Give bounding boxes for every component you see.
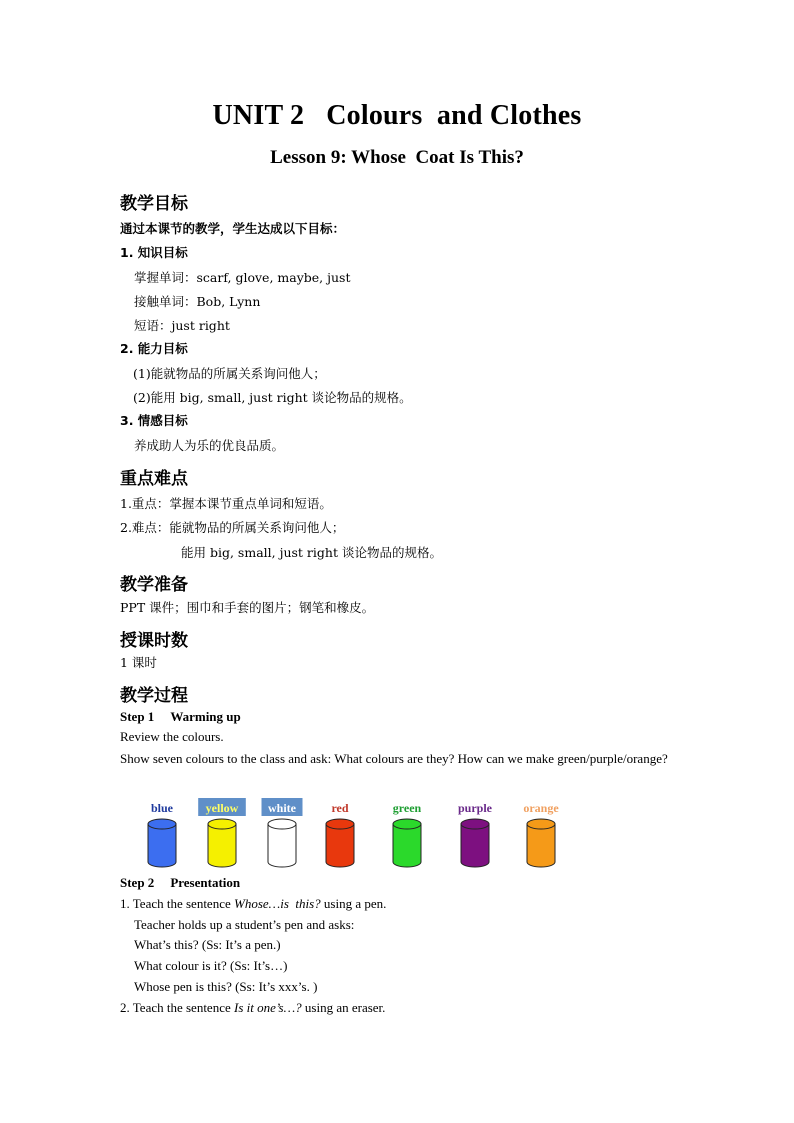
green-cup [393, 801, 422, 867]
item-emphasis: Whose…is this? [234, 896, 321, 911]
cup-rim [268, 819, 296, 829]
knowledge-line: 掌握单词：scarf, glove, maybe, just [134, 270, 351, 285]
cup-body [393, 824, 421, 867]
step2-subline: Whose pen is this? (Ss: It’s xxx’s. ) [134, 979, 318, 994]
preparation-text: PPT 课件；围巾和手套的图片；钢笔和橡皮。 [120, 600, 375, 615]
item-emphasis: Is it one’s…? [234, 1000, 302, 1015]
colour-cups-svg [140, 798, 570, 868]
orange-cup [523, 801, 559, 867]
key-points-heading: 重点难点 [120, 469, 188, 489]
colour-label: blue [150, 801, 174, 815]
key-point-line: 2.难点：能就物品的所属关系询问他人； [120, 520, 345, 535]
periods-heading: 授课时数 [120, 631, 188, 651]
knowledge-line: 接触单词：Bob, Lynn [134, 294, 261, 309]
red-cup [326, 801, 354, 867]
key-point-line: 1.重点：掌握本课节重点单词和短语。 [120, 496, 332, 511]
emotion-line: 养成助人为乐的优良品质。 [134, 438, 285, 453]
ability-line: (1)能就物品的所属关系询问他人； [133, 366, 326, 381]
knowledge-heading: 1. 知识目标 [120, 245, 188, 260]
cup-rim [208, 819, 236, 829]
colour-label: green [392, 801, 422, 815]
step2-subline: What’s this? (Ss: It’s a pen.) [134, 937, 281, 952]
lesson-title: Lesson 9: Whose Coat Is This? [270, 147, 524, 168]
step1-heading [120, 709, 241, 725]
cup-body [268, 824, 296, 867]
cup-body [461, 824, 489, 867]
step1-title: Warming up [170, 709, 241, 724]
yellow-cup [198, 798, 246, 867]
cup-rim [527, 819, 555, 829]
item-text: 1. Teach the sentence [120, 896, 234, 911]
step2-title: Presentation [170, 875, 241, 890]
cup-rim [148, 819, 176, 829]
cup-body [148, 824, 176, 867]
unit-title [0, 100, 794, 132]
preparation-heading: 教学准备 [120, 575, 188, 595]
cup-rim [393, 819, 421, 829]
unit-number: UNIT 2 [212, 100, 305, 131]
blue-cup [148, 801, 176, 867]
colour-label: yellow [205, 801, 239, 815]
objectives-heading: 教学目标 [120, 194, 188, 214]
process-heading: 教学过程 [120, 686, 188, 706]
step2-subline: What colour is it? (Ss: It’s…) [134, 958, 288, 973]
step2-item [120, 896, 386, 912]
cup-rim [326, 819, 354, 829]
cup-body [527, 824, 555, 867]
unit-name: Colours and Clothes [326, 100, 582, 131]
step2-item [120, 1000, 385, 1016]
purple-cup [458, 801, 493, 867]
periods-text: 1 课时 [120, 655, 157, 670]
item-text: using an eraser. [301, 1000, 386, 1015]
cup-rim [461, 819, 489, 829]
item-text: using a pen. [320, 896, 387, 911]
item-text: 2. Teach the sentence [120, 1000, 234, 1015]
cup-body [326, 824, 354, 867]
step1-line: Review the colours. [120, 729, 224, 744]
colour-label: orange [523, 801, 559, 815]
knowledge-line: 短语：just right [134, 318, 230, 333]
colour-label: red [331, 801, 349, 815]
key-point-line: 能用 big, small, just right 谈论物品的规格。 [181, 545, 442, 560]
step1-label: Step 1 [120, 709, 155, 724]
ability-heading: 2. 能力目标 [120, 341, 188, 356]
colour-label: purple [457, 801, 493, 815]
cup-body [208, 824, 236, 867]
emotion-heading: 3. 情感目标 [120, 413, 188, 428]
step2-subline: Teacher holds up a student’s pen and asks: [134, 917, 355, 932]
step2-heading [120, 875, 240, 891]
ability-line: (2)能用 big, small, just right 谈论物品的规格。 [133, 390, 412, 405]
colour-cups-figure [140, 798, 570, 868]
step1-paragraph: Show seven colours to the class and ask: What colours are they? How can we make green/purple/orange? [120, 751, 668, 766]
objectives-intro: 通过本课节的教学，学生达成以下目标： [120, 221, 346, 236]
white-cup [262, 798, 303, 867]
colour-label: white [268, 801, 296, 815]
step2-label: Step 2 [120, 875, 155, 890]
